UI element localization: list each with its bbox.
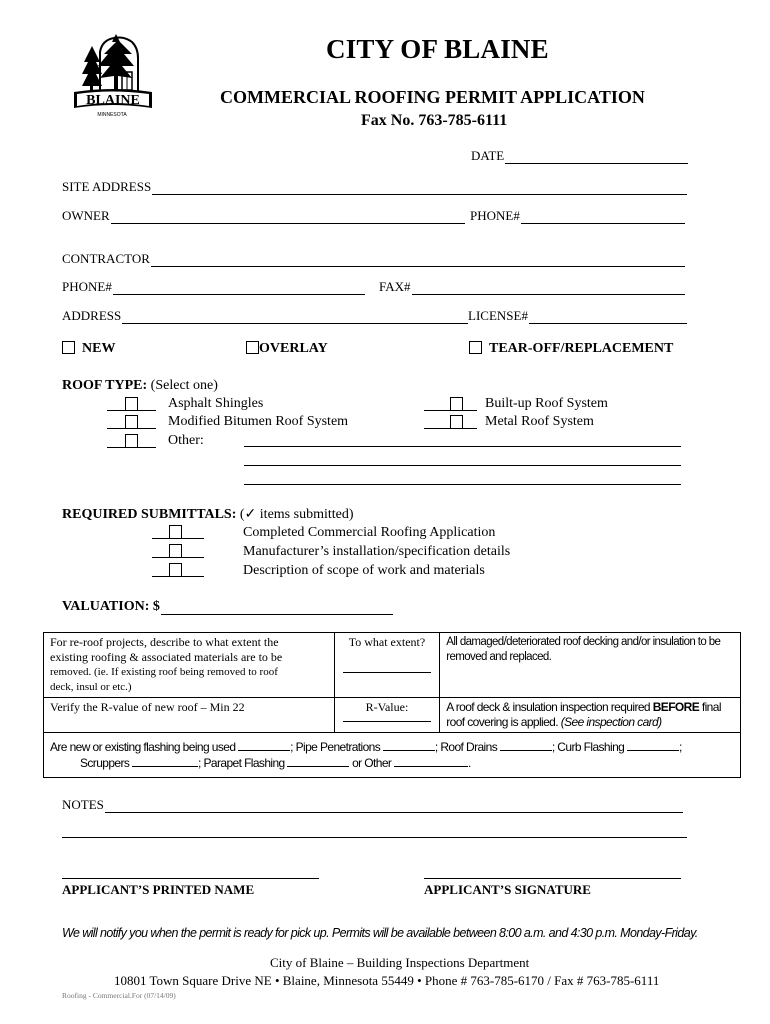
address-field[interactable] <box>62 308 468 324</box>
other-checkbox[interactable] <box>107 434 156 448</box>
submittals-title: REQUIRED SUBMITTALS: <box>62 507 237 522</box>
submittals-note: (✓ items submitted) <box>239 507 354 522</box>
asphalt-label: Asphalt Shingles <box>168 396 264 411</box>
pickup-notice: We will notify you when the permit is ready for pick up. Permits will be available between 8:00 a.m. and 4:30 p.m. Monday-Friday. <box>62 926 698 940</box>
tree-logo-icon <box>62 32 162 122</box>
reroof-question-line-3: removed. (ie. If existing roof being removed to roof <box>50 666 278 678</box>
inspection-before: BEFORE <box>652 700 700 714</box>
reroof-question <box>44 633 335 698</box>
reroof-question-line-2: existing roofing & associated materials are to be <box>50 650 283 664</box>
inspection-card-note: (See inspection card) <box>560 715 662 729</box>
submittal-item-1: Completed Commercial Roofing Application <box>243 525 496 540</box>
department-name: City of Blaine – Building Inspections Department <box>270 955 530 970</box>
rvalue-label: R-Value: <box>365 700 409 714</box>
other-flashing-blank[interactable] <box>394 755 468 767</box>
flashing-period: . <box>468 756 471 770</box>
form-title: COMMERCIAL ROOFING PERMIT APPLICATION <box>220 87 645 107</box>
contractor-label: CONTRACTOR <box>62 251 150 266</box>
tearoff-option[interactable] <box>469 341 673 357</box>
date-field[interactable] <box>471 148 688 164</box>
notes-field[interactable] <box>62 797 683 813</box>
builtup-checkbox[interactable] <box>424 397 477 411</box>
reroof-question-line-1: For re-roof projects, describe to what extent the <box>50 635 279 649</box>
date-label: DATE <box>471 148 505 163</box>
submittal-item-2: Manufacturer’s installation/specification details <box>243 544 511 559</box>
city-logo <box>62 32 162 122</box>
site-address-field[interactable] <box>62 179 687 195</box>
inspection-text: A roof deck & insulation inspection required <box>446 700 653 714</box>
city-title: CITY OF BLAINE <box>326 34 549 64</box>
flashing-question: Are new or existing flashing being used <box>50 740 236 754</box>
notes-label: NOTES <box>62 797 104 812</box>
overlay-checkbox[interactable] <box>246 341 259 354</box>
contractor-field[interactable] <box>62 251 685 267</box>
logo-tagline: MINNESOTA <box>97 112 127 118</box>
other-flashing-label: or Other <box>352 756 392 770</box>
department-address: 10801 Town Square Drive NE • Blaine, Minnesota 55449 • Phone # 763-785-6170 / Fax # 763-785-6111 <box>114 973 660 988</box>
reroof-question-line-4: deck, insul or etc.) <box>50 681 132 693</box>
parapet-flashing-blank[interactable] <box>287 755 349 767</box>
builtup-label: Built-up Roof System <box>485 396 608 411</box>
other-line-3[interactable] <box>244 484 681 485</box>
roof-drains-blank[interactable] <box>500 739 552 751</box>
fax-field[interactable] <box>379 279 685 295</box>
owner-label: OWNER <box>62 208 110 223</box>
extent-line[interactable] <box>343 672 431 673</box>
license-field[interactable] <box>468 308 687 324</box>
pipe-penetrations-label: ; Pipe Penetrations <box>290 740 381 754</box>
new-option[interactable] <box>62 341 115 357</box>
curb-flashing-label: ; Curb Flashing <box>551 740 625 754</box>
inspection-text-2: final roof covering is applied. <box>446 700 721 729</box>
flashing-blank[interactable] <box>238 739 290 751</box>
printed-name-line[interactable] <box>62 878 319 879</box>
tearoff-label: TEAR-OFF/REPLACEMENT <box>489 341 674 356</box>
overlay-label: OVERLAY <box>259 341 328 356</box>
flashing-row <box>44 733 741 778</box>
owner-phone-field[interactable] <box>470 208 685 224</box>
parapet-flashing-label: ; Parapet Flashing <box>198 756 285 770</box>
license-label: LICENSE# <box>468 308 528 323</box>
modified-label: Modified Bitumen Roof System <box>168 414 349 429</box>
overlay-option[interactable] <box>246 341 328 357</box>
scruppers-blank[interactable] <box>132 755 198 767</box>
submittals-heading <box>62 506 354 523</box>
other-line-2[interactable] <box>244 465 681 466</box>
fax-label: FAX# <box>379 279 411 294</box>
printed-name-label: APPLICANT’S PRINTED NAME <box>62 882 255 897</box>
signature-line[interactable] <box>424 878 681 879</box>
owner-field[interactable] <box>62 208 465 224</box>
inspection-note <box>440 698 741 733</box>
submittal-checkbox-2[interactable] <box>152 544 204 558</box>
address-label: ADDRESS <box>62 308 122 323</box>
modified-checkbox[interactable] <box>107 415 156 429</box>
contractor-phone-label: PHONE# <box>62 279 112 294</box>
form-id: Roofing - Commercial.For (07/14/09) <box>62 991 176 1000</box>
roof-type-heading <box>62 378 218 394</box>
other-line-1[interactable] <box>244 446 681 447</box>
roof-type-note: (Select one) <box>150 378 218 393</box>
extent-cell[interactable] <box>334 633 440 698</box>
valuation-field[interactable] <box>62 599 393 615</box>
tearoff-checkbox[interactable] <box>469 341 482 354</box>
submittal-item-3: Description of scope of work and materials <box>243 563 485 578</box>
removal-note: All damaged/deteriorated roof decking and/or insulation to be removed and replaced. <box>440 633 741 698</box>
logo-text: BLAINE <box>86 93 140 108</box>
extent-label: To what extent? <box>348 635 426 649</box>
roof-details-table <box>43 632 741 778</box>
flashing-semicolon: ; <box>678 740 682 754</box>
submittal-checkbox-1[interactable] <box>152 525 204 539</box>
submittal-checkbox-3[interactable] <box>152 563 204 577</box>
curb-flashing-blank[interactable] <box>627 739 679 751</box>
site-address-label: SITE ADDRESS <box>62 179 152 194</box>
metal-label: Metal Roof System <box>485 414 594 429</box>
roof-type-title: ROOF TYPE: <box>62 378 148 393</box>
new-checkbox[interactable] <box>62 341 75 354</box>
rvalue-question: Verify the R-value of new roof – Min 22 <box>44 698 335 733</box>
metal-checkbox[interactable] <box>424 415 477 429</box>
notes-line-2[interactable] <box>62 837 687 838</box>
signature-label: APPLICANT’S SIGNATURE <box>424 882 591 897</box>
rvalue-line[interactable] <box>343 721 431 722</box>
valuation-label: VALUATION: $ <box>62 599 160 614</box>
fax-number: Fax No. 763-785-6111 <box>361 112 508 129</box>
contractor-phone-field[interactable] <box>62 279 365 295</box>
other-label: Other: <box>168 433 204 448</box>
new-label: NEW <box>82 341 116 356</box>
pipe-penetrations-blank[interactable] <box>383 739 435 751</box>
owner-phone-label: PHONE# <box>470 208 520 223</box>
asphalt-checkbox[interactable] <box>107 397 156 411</box>
rvalue-cell[interactable] <box>334 698 440 733</box>
roof-drains-label: ; Roof Drains <box>434 740 498 754</box>
scruppers-label: Scruppers <box>80 756 130 770</box>
